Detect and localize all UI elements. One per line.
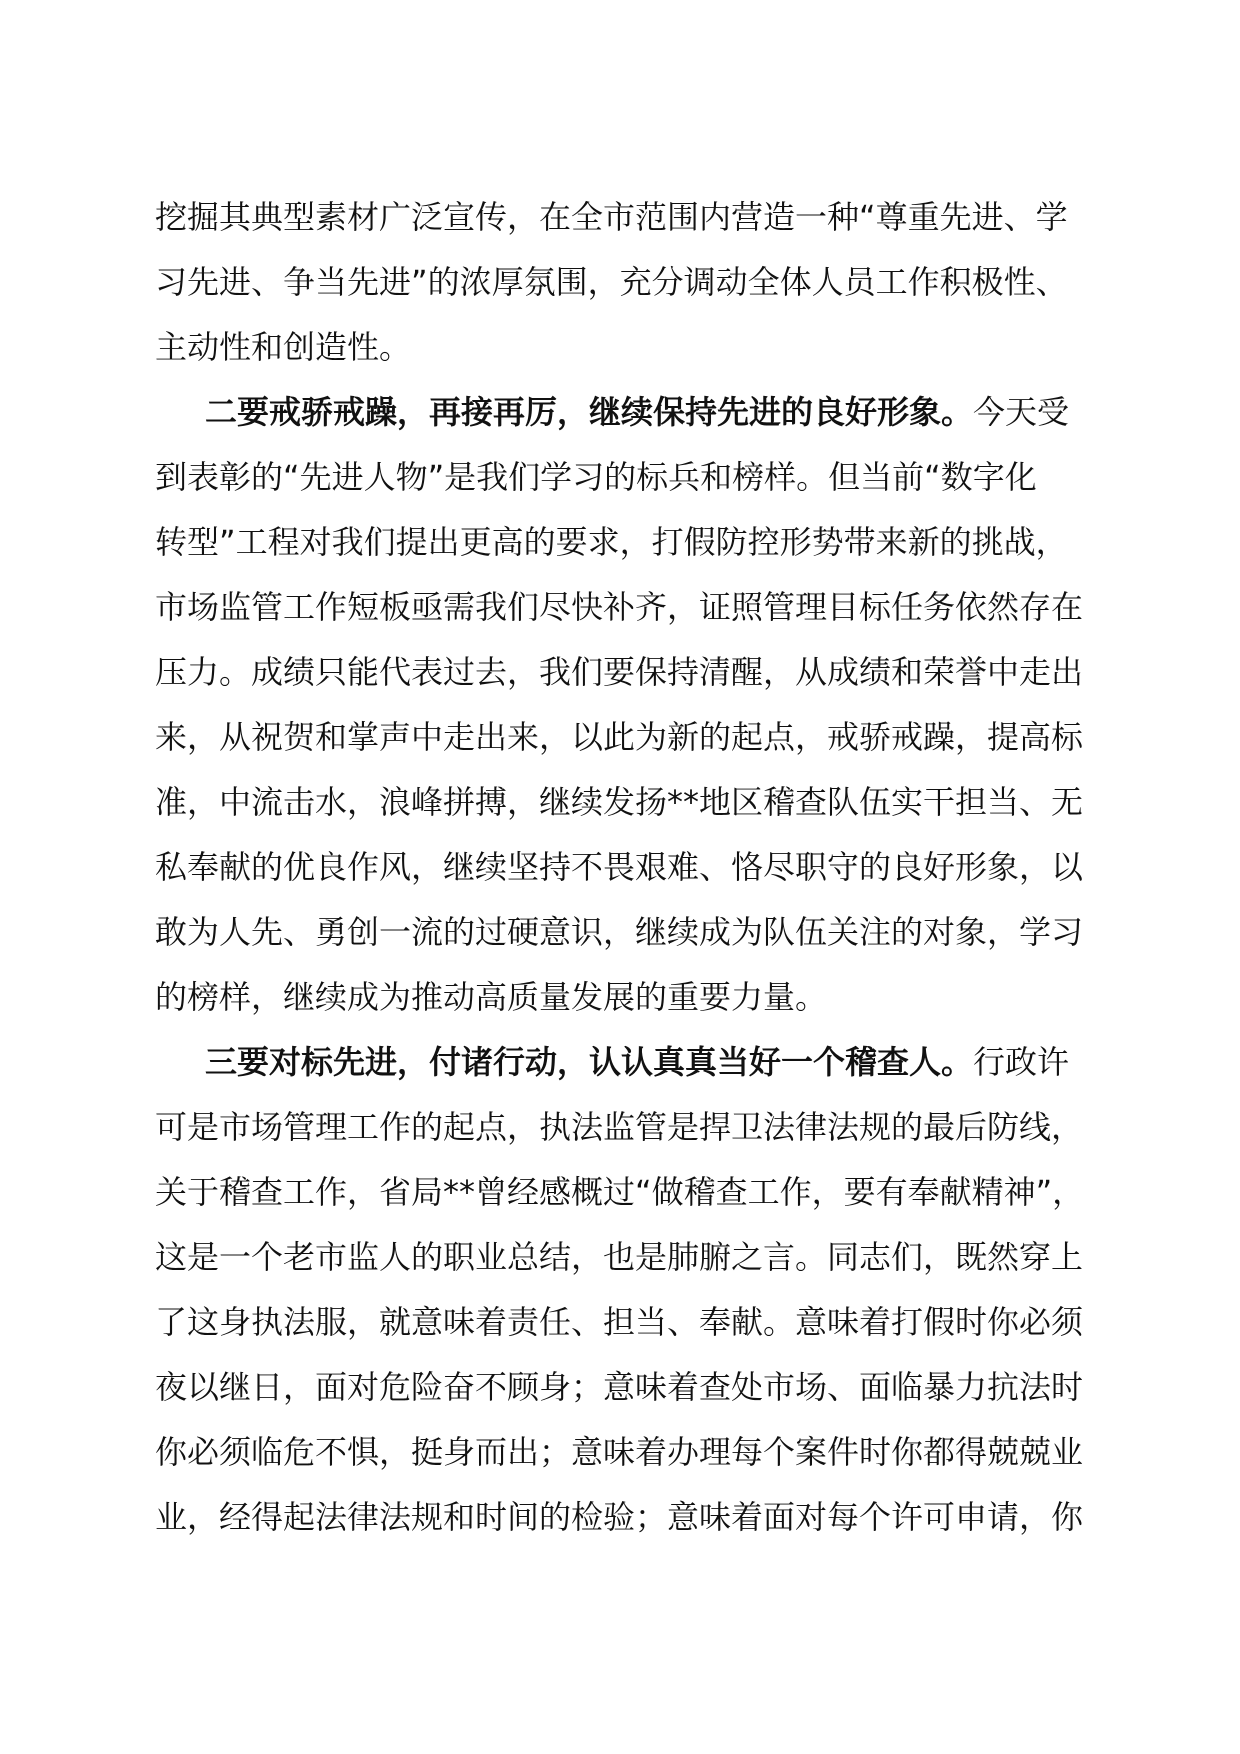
paragraph-heading: 三要对标先进，付诸行动，认认真真当好一个稽查人。 [205, 1043, 974, 1081]
body-text [155, 185, 1085, 1550]
text-line: 了这身执法服，就意味着责任、担当、奉献。意味着打假时你必须 [155, 1303, 1084, 1341]
text-line: 习先进、争当先进”的浓厚氛围，充分调动全体人员工作积极性、 [155, 263, 1068, 301]
text-line: 可是市场管理工作的起点，执法监管是捍卫法律法规的最后防线， [155, 1108, 1084, 1146]
paragraph-1 [155, 185, 1085, 380]
text-line: 挖掘其典型素材广泛宣传，在全市范围内营造一种“尊重先进、学 [155, 198, 1068, 236]
paragraph-2 [155, 380, 1085, 1030]
text-line: 市场监管工作短板亟需我们尽快补齐，证照管理目标任务依然存在 [155, 588, 1084, 626]
paragraph-first-line [155, 1030, 1085, 1095]
text-line: 你必须临危不惧，挺身而出；意味着办理每个案件时你都得兢兢业 [155, 1433, 1084, 1471]
heading-followup-text: 行政许 [973, 1043, 1070, 1081]
text-line: 准，中流击水，浪峰拼搏，继续发扬**地区稽查队伍实干担当、无 [155, 783, 1084, 821]
text-line: 主动性和创造性。 [155, 328, 412, 366]
text-line: 敢为人先、勇创一流的过硬意识，继续成为队伍关注的对象，学习 [155, 913, 1084, 951]
text-line: 夜以继日，面对危险奋不顾身；意味着查处市场、面临暴力抗法时 [155, 1368, 1084, 1406]
text-line: 压力。成绩只能代表过去，我们要保持清醒，从成绩和荣誉中走出 [155, 653, 1084, 691]
paragraph-heading: 二要戒骄戒躁，再接再厉，继续保持先进的良好形象。 [205, 393, 974, 431]
paragraph-3 [155, 1030, 1085, 1550]
paragraph-first-line [155, 380, 1085, 445]
heading-followup-text: 今天受 [973, 393, 1070, 431]
text-line: 这是一个老市监人的职业总结，也是肺腑之言。同志们，既然穿上 [155, 1238, 1084, 1276]
text-line: 业，经得起法律法规和时间的检验；意味着面对每个许可申请，你 [155, 1498, 1084, 1536]
text-line: 的榜样，继续成为推动高质量发展的重要力量。 [155, 978, 828, 1016]
text-line: 到表彰的“先进人物”是我们学习的标兵和榜样。但当前“数字化 [155, 458, 1037, 496]
text-line: 转型”工程对我们提出更高的要求，打假防控形势带来新的挑战， [155, 523, 1068, 561]
text-line: 关于稽查工作，省局**曾经感概过“做稽查工作，要有奉献精神”， [155, 1173, 1085, 1211]
text-line: 来，从祝贺和掌声中走出来，以此为新的起点，戒骄戒躁，提高标 [155, 718, 1084, 756]
text-line: 私奉献的优良作风，继续坚持不畏艰难、恪尽职守的良好形象，以 [155, 848, 1084, 886]
